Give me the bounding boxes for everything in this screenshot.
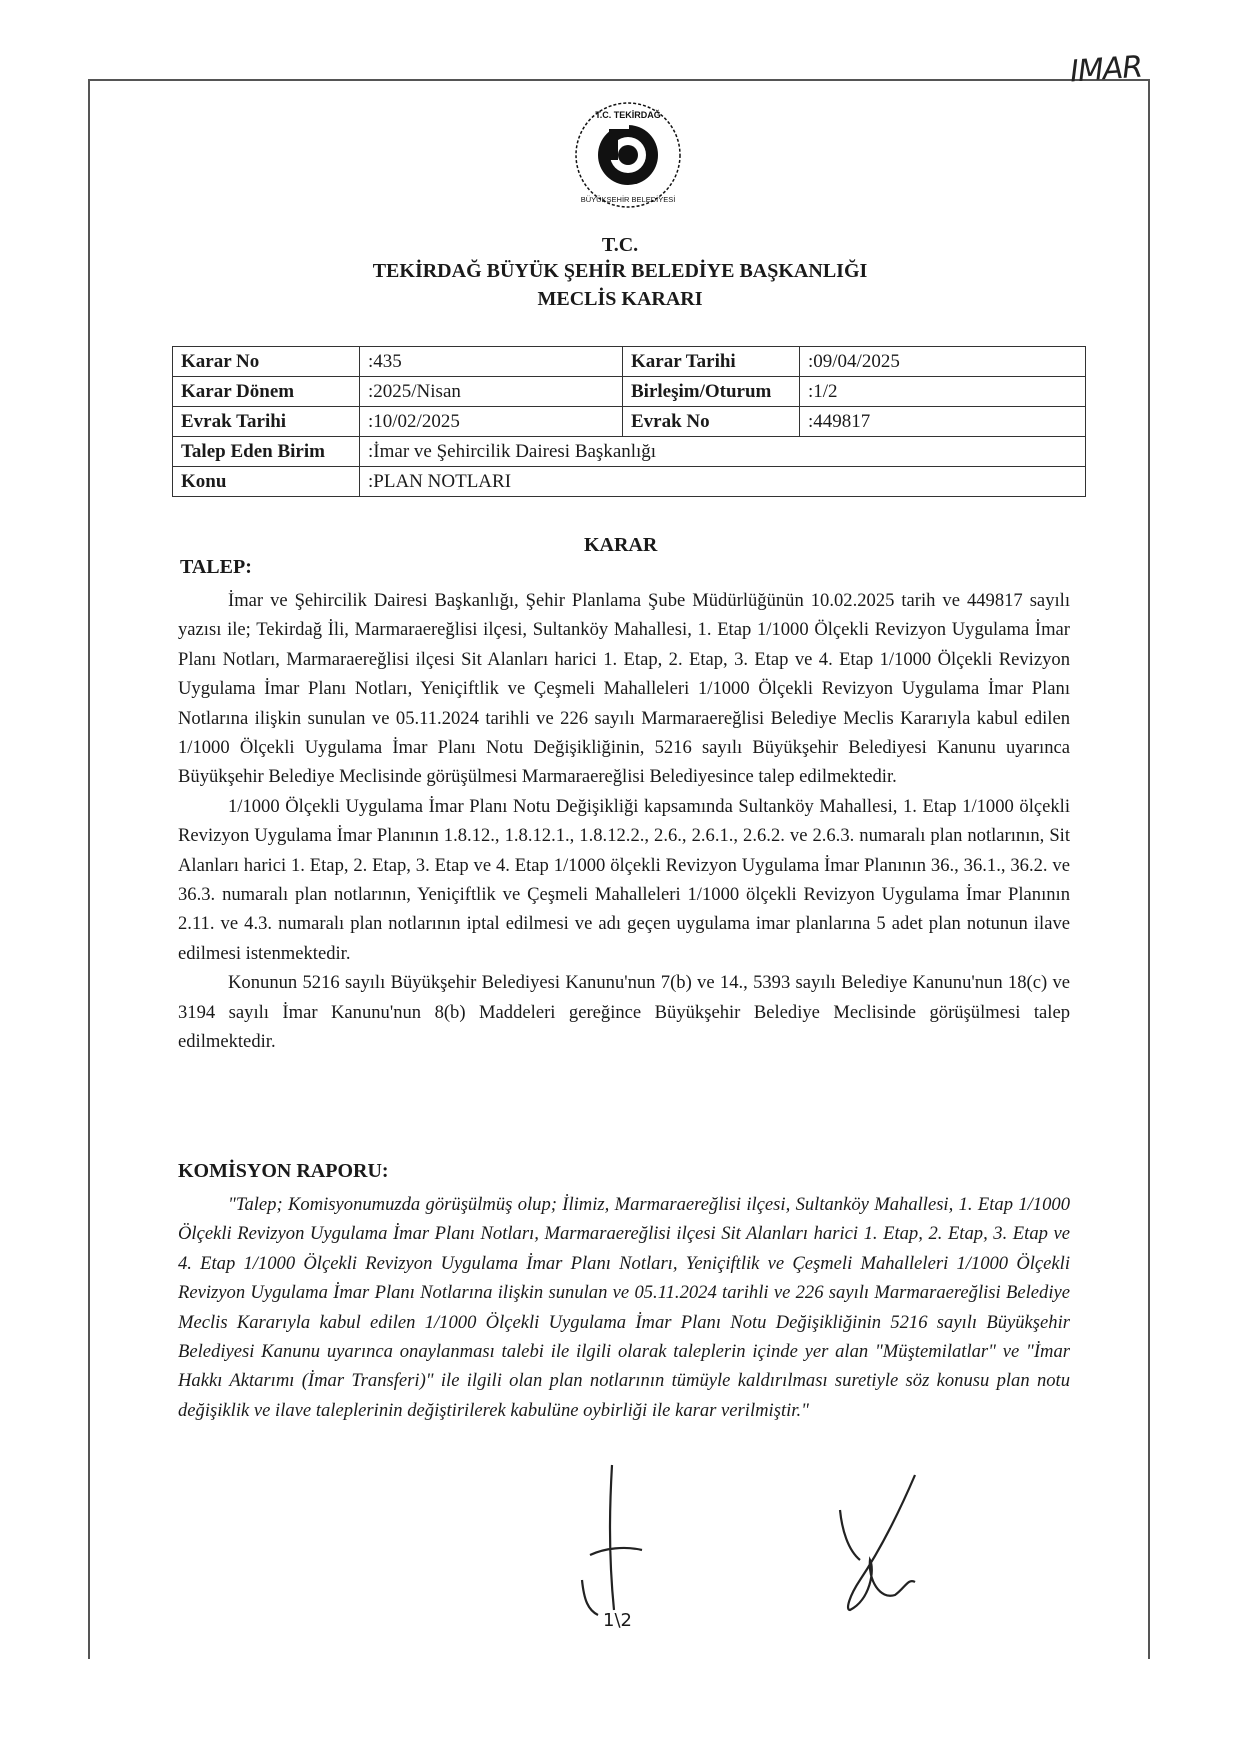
meta-row [173, 347, 1086, 377]
karar-no-label: Karar No [173, 347, 360, 377]
talep-paragraph: İmar ve Şehircilik Dairesi Başkanlığı, Şehir Planlama Şube Müdürlüğünün 10.02.2025 tarih ve 449817 sayılı yazısı ile; Tekirdağ İli, Marmaraereğlisi ilçesi, Sultanköy Mahallesi, 1. Etap 1/1000 Ölçekli Revizyon Uygulama İmar Planı Notları, Marmaraereğlisi ilçesi Sit Alanları harici 1. Etap, 2. Etap, 3. Etap ve 4. Etap 1/1000 Ölçekli Revizyon Uygulama İmar Planı Notları, Yeniçiftlik ve Çeşmeli Mahalleleri 1/1000 Ölçekli Revizyon Uygulama İmar Planı Notlarına ilişkin sunulan ve 05.11.2024 tarihli ve 226 sayılı Marmaraereğlisi Belediye Meclis Kararıyla kabul edilen 1/1000 Ölçekli Uygulama İmar Planı Notu Değişikliğinin, 5216 sayılı Büyükşehir Belediyesi Kanunu uyarınca Büyükşehir Belediye Meclisinde görüşülmesi Marmaraereğlisi Belediyesince talep edilmektedir. [178, 590, 1070, 788]
talep-eden-label: Talep Eden Birim [173, 437, 360, 467]
karar-tarihi-value: :09/04/2025 [800, 347, 1086, 377]
decision-metadata-table [172, 346, 1086, 497]
karar-title: KARAR [584, 534, 658, 556]
evrak-no-value: :449817 [800, 407, 1086, 437]
meta-row [173, 467, 1086, 497]
header-tc: T.C. [601, 234, 639, 256]
scan-border-top [88, 79, 1150, 81]
meta-row [173, 437, 1086, 467]
talep-eden-value: :İmar ve Şehircilik Dairesi Başkanlığı [360, 437, 1086, 467]
birlesim-label: Birleşim/Oturum [623, 377, 800, 407]
talep-body [178, 586, 1070, 1057]
karar-donem-value: :2025/Nisan [360, 377, 623, 407]
svg-text:BÜYÜKŞEHİR BELEDİYESİ: BÜYÜKŞEHİR BELEDİYESİ [580, 195, 676, 204]
corner-handwritten-mark: IMAR [1068, 49, 1144, 90]
birlesim-value: :1/2 [800, 377, 1086, 407]
karar-no-value: :435 [360, 347, 623, 377]
header-doc-type: MECLİS KARARI [537, 288, 703, 310]
evrak-tarihi-label: Evrak Tarihi [173, 407, 360, 437]
karar-donem-label: Karar Dönem [173, 377, 360, 407]
signature-right [820, 1470, 940, 1620]
scan-border-left [88, 79, 90, 1659]
municipality-seal-icon [573, 100, 683, 210]
komisyon-body [178, 1190, 1070, 1425]
komisyon-paragraph: "Talep; Komisyonumuzda görüşülmüş olup; İlimiz, Marmaraereğlisi ilçesi, Sultanköy Mahallesi, 1. Etap 1/1000 Ölçekli Revizyon Uygulama İmar Planı Notları, Marmaraereğlisi ilçesi Sit Alanları harici 1. Etap, 2. Etap, 3. Etap ve 4. Etap 1/1000 Ölçekli Revizyon Uygulama İmar Planı Notları, Yeniçiftlik ve Çeşmeli Mahalleleri 1/1000 Ölçekli Revizyon Uygulama İmar Planı Notlarına ilişkin sunulan ve 05.11.2024 tarihli ve 226 sayılı Marmaraereğlisi Belediye Meclis Kararıyla kabul edilen 1/1000 Ölçekli Uygulama İmar Planı Notu Değişikliğinin 5216 sayılı Büyükşehir Belediyesi Kanunu uyarınca onaylanması talebi ile ilgili olarak taleplerin içinde yer alan "Müştemilatlar" ve "İmar Hakkı Aktarımı (İmar Transferi)" ile ilgili olan plan notlarının tümüyle kaldırılması suretiyle söz konusu plan notu değişiklik ve ilave taleplerinin değiştirilerek kabulüne oybirliği ile karar verilmiştir." [178, 1194, 1070, 1421]
page-number: 1\2 [603, 1610, 632, 1631]
konu-label: Konu [173, 467, 360, 497]
karar-tarihi-label: Karar Tarihi [623, 347, 800, 377]
talep-title: TALEP: [180, 556, 252, 578]
komisyon-title: KOMİSYON RAPORU: [178, 1160, 389, 1182]
talep-paragraph: Konunun 5216 sayılı Büyükşehir Belediyesi Kanunu'nun 7(b) ve 14., 5393 sayılı Belediye Kanunu'nun 18(c) ve 3194 sayılı İmar Kanunu'nun 8(b) Maddeleri gereğince Büyükşehir Belediye Meclisinde görüşülmesi talep edilmektedir. [178, 972, 1070, 1053]
scan-border-right [1148, 79, 1150, 1659]
header-institution: TEKİRDAĞ BÜYÜK ŞEHİR BELEDİYE BAŞKANLIĞI [372, 260, 868, 282]
talep-paragraph: 1/1000 Ölçekli Uygulama İmar Planı Notu Değişikliği kapsamında Sultanköy Mahallesi, 1. Etap 1/1000 ölçekli Revizyon Uygulama İmar Planının 1.8.12., 1.8.12.1., 1.8.12.2., 2.6., 2.6.1., 2.6.2. ve 2.6.3. numaralı plan notlarının, Sit Alanları harici 1. Etap, 2. Etap, 3. Etap ve 4. Etap 1/1000 ölçekli Revizyon Uygulama İmar Planının 36., 36.1., 36.2. ve 36.3. numaralı plan notlarının, Yeniçiftlik ve Çeşmeli Mahalleleri 1/1000 ölçekli Revizyon Uygulama İmar Planının 2.11. ve 4.3. numaralı plan notlarının iptal edilmesi ve adı geçen uygulama imar planlarına 5 adet plan notunun ilave edilmesi istenmektedir. [178, 795, 1070, 964]
evrak-tarihi-value: :10/02/2025 [360, 407, 623, 437]
meta-row [173, 407, 1086, 437]
konu-value: :PLAN NOTLARI [360, 467, 1086, 497]
signature-left [570, 1460, 660, 1620]
meta-row [173, 377, 1086, 407]
evrak-no-label: Evrak No [623, 407, 800, 437]
svg-text:T.C. TEKİRDAĞ: T.C. TEKİRDAĞ [595, 110, 661, 120]
